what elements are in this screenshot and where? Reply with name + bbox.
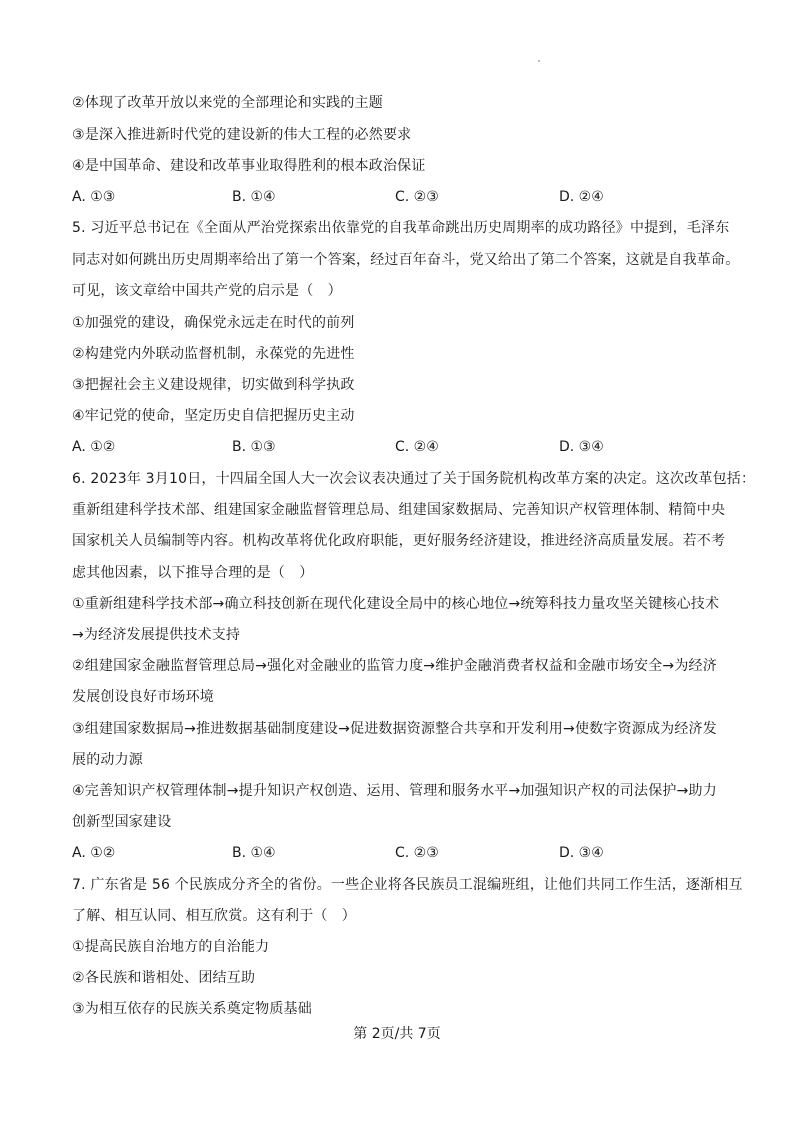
q5-option-4: ④牢记党的使命，坚定历史自信把握历史主动 xyxy=(72,408,355,424)
scan-speck xyxy=(538,60,540,62)
q6-stem-line-3: 国家机关人员编制等内容。机构改革将优化政府职能，更好服务经济建设，推进经济高质量发展。若不考 xyxy=(72,533,726,549)
q5-stem-line-2: 同志对如何跳出历史周期率给出了第一个答案，经过百年奋斗，党又给出了第二个答案，这就是自我革命。 xyxy=(72,252,740,268)
q6-choice-a: A. ①② xyxy=(72,845,116,861)
q6-stem-line-1: 6. 2023年 3月10日，十四届全国人大一次会议表决通过了关于国务院机构改革方案的决定。这次改革包括： xyxy=(72,471,756,487)
q6-option-3-line-1: ③组建国家数据局→推进数据基础制度建设→促进数据资源整合共享和开发利用→使数字资源成为经济发 xyxy=(72,721,717,737)
q5-option-1: ①加强党的建设，确保党永远走在时代的前列 xyxy=(72,315,355,331)
q5-stem-line-1: 5. 习近平总书记在《全面从严治党探索出依靠党的自我革命跳出历史周期率的成功路径》中提到，毛泽东 xyxy=(72,220,730,236)
q5-choice-d: D. ③④ xyxy=(559,439,604,455)
page-footer: 第 2页/共 7页 xyxy=(353,1026,441,1042)
q5-choice-b: B. ①③ xyxy=(232,439,276,455)
q4-choice-d: D. ②④ xyxy=(559,189,604,205)
q5-stem-line-3: 可见，该文章给中国共产党的启示是（ ） xyxy=(72,283,342,299)
q7-stem-line-1: 7. 广东省是 56 个民族成分齐全的省份。一些企业将各民族员工混编班组，让他们共同工作生活，逐渐相互 xyxy=(72,877,743,893)
q4-option-4: ④是中国革命、建设和改革事业取得胜利的根本政治保证 xyxy=(72,158,426,174)
q6-option-1-line-1: ①重新组建科学技术部→确立科技创新在现代化建设全局中的核心地位→统筹科技力量攻坚关键核心技术 xyxy=(72,596,720,612)
q4-choice-a: A. ①③ xyxy=(72,189,116,205)
q5-option-2: ②构建党内外联动监督机制，永葆党的先进性 xyxy=(72,346,355,362)
q6-option-3-line-2: 展的动力源 xyxy=(72,752,143,768)
q6-option-4-line-2: 创新型国家建设 xyxy=(72,814,172,830)
q6-option-2-line-1: ②组建国家金融监督管理总局→强化对金融业的监管力度→维护金融消费者权益和金融市场安全→为经济 xyxy=(72,658,717,674)
q6-option-1-line-2: →为经济发展提供技术支持 xyxy=(72,627,241,643)
q7-option-2: ②各民族和谐相处、团结互助 xyxy=(72,970,256,986)
q6-stem-line-4: 虑其他因素，以下推导合理的是（ ） xyxy=(72,565,314,581)
q7-option-3: ③为相互依存的民族关系奠定物质基础 xyxy=(72,1001,312,1017)
q6-option-4-line-1: ④完善知识产权管理体制→提升知识产权创造、运用、管理和服务水平→加强知识产权的司法保护→助力 xyxy=(72,783,717,799)
q4-option-2: ②体现了改革开放以来党的全部理论和实践的主题 xyxy=(72,95,383,111)
q6-choice-d: D. ③④ xyxy=(559,845,604,861)
q7-option-1: ①提高民族自治地方的自治能力 xyxy=(72,939,270,955)
q5-option-3: ③把握社会主义建设规律，切实做到科学执政 xyxy=(72,377,355,393)
q6-choice-c: C. ②③ xyxy=(395,845,439,861)
q5-choice-c: C. ②④ xyxy=(395,439,439,455)
q7-stem-line-2: 了解、相互认同、相互欣赏。这有利于（ ） xyxy=(72,908,356,924)
q4-choice-b: B. ①④ xyxy=(232,189,276,205)
q6-choice-b: B. ①④ xyxy=(232,845,276,861)
q4-choice-c: C. ②③ xyxy=(395,189,439,205)
q6-stem-line-2: 重新组建科学技术部、组建国家金融监督管理总局、组建国家数据局、完善知识产权管理体制、精简中央 xyxy=(72,502,726,518)
q4-option-3: ③是深入推进新时代党的建设新的伟大工程的必然要求 xyxy=(72,127,412,143)
q5-choice-a: A. ①② xyxy=(72,439,116,455)
q6-option-2-line-2: 发展创设良好市场环境 xyxy=(72,689,214,705)
